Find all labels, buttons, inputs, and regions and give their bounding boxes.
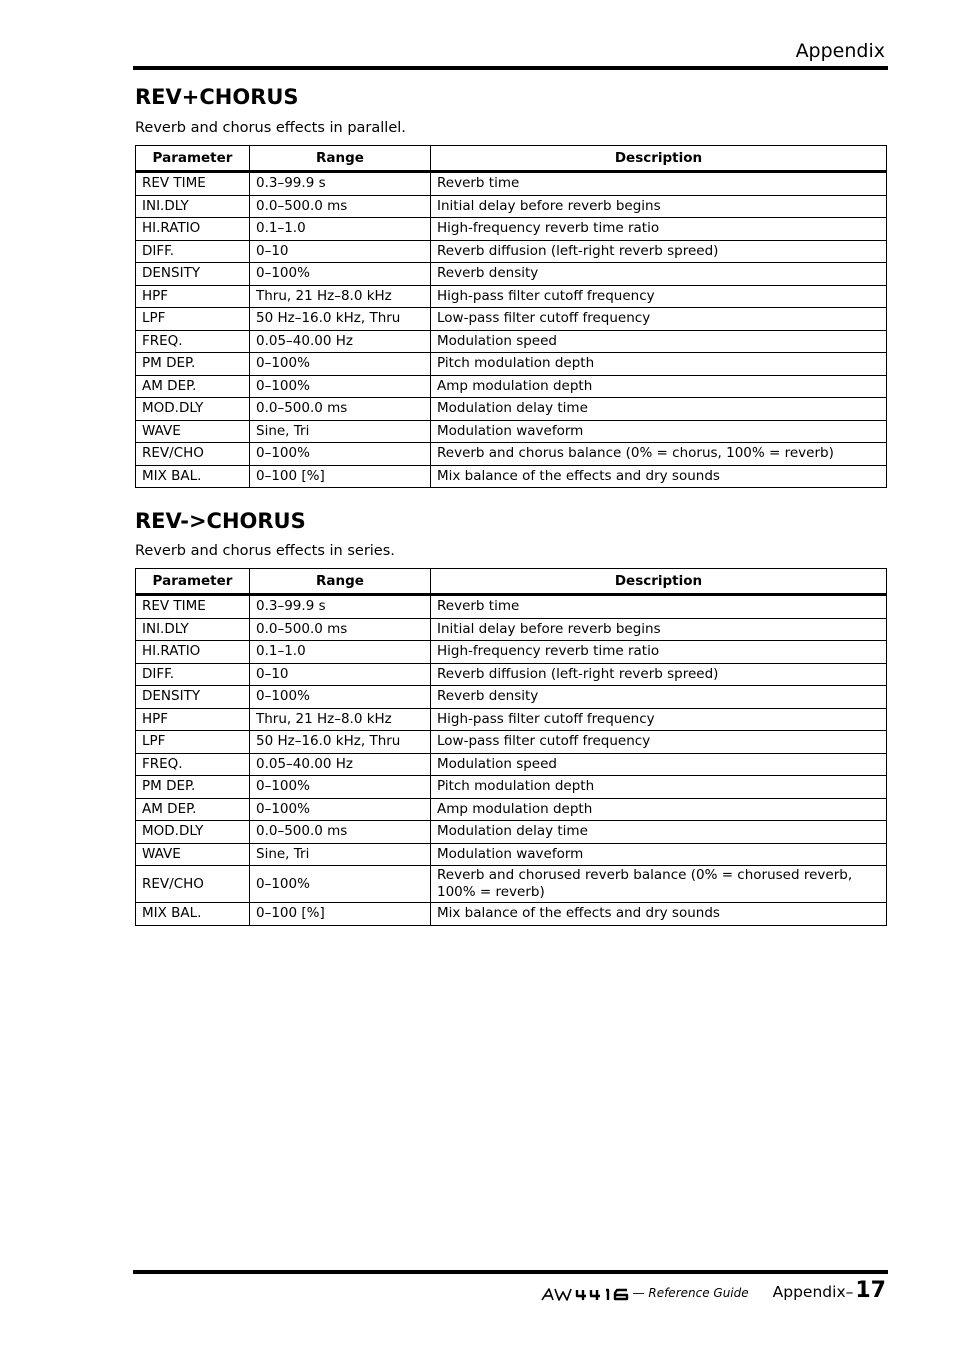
cell-range: 0.0–500.0 ms: [250, 618, 431, 641]
cell-description: Reverb time: [431, 595, 887, 619]
table-row: [136, 330, 887, 353]
bottom-rule: [133, 1270, 888, 1274]
top-rule: [133, 66, 888, 70]
cell-description: High-pass filter cutoff frequency: [431, 285, 887, 308]
cell-range: Thru, 21 Hz–8.0 kHz: [250, 708, 431, 731]
cell-range: 0.3–99.9 s: [250, 595, 431, 619]
cell-description: Modulation delay time: [431, 398, 887, 421]
cell-description: Pitch modulation depth: [431, 353, 887, 376]
table-row: [136, 686, 887, 709]
column-header-description: Description: [431, 569, 887, 595]
table-row: [136, 821, 887, 844]
column-header-parameter: Parameter: [136, 146, 250, 172]
cell-description: Reverb diffusion (left-right reverb spreed): [431, 240, 887, 263]
column-header-range: Range: [250, 569, 431, 595]
cell-description: Modulation waveform: [431, 843, 887, 866]
cell-description: Low-pass filter cutoff frequency: [431, 731, 887, 754]
cell-parameter: FREQ.: [136, 753, 250, 776]
cell-range: 0–100%: [250, 353, 431, 376]
cell-parameter: MIX BAL.: [136, 903, 250, 926]
section-rev-to-chorus: [135, 508, 886, 922]
cell-description: Modulation speed: [431, 753, 887, 776]
cell-description: Reverb density: [431, 263, 887, 286]
footer-section-label: Appendix–: [772, 1283, 854, 1301]
table-row: [136, 595, 887, 619]
cell-range: 0–100%: [250, 686, 431, 709]
cell-range: 0–100%: [250, 443, 431, 466]
cell-range: 0.1–1.0: [250, 218, 431, 241]
cell-parameter: LPF: [136, 731, 250, 754]
cell-description: Amp modulation depth: [431, 798, 887, 821]
parameter-table: [135, 145, 887, 488]
cell-parameter: MIX BAL.: [136, 465, 250, 488]
section-title: REV+CHORUS: [135, 85, 299, 109]
cell-parameter: AM DEP.: [136, 375, 250, 398]
cell-range: Sine, Tri: [250, 843, 431, 866]
table-row: [136, 375, 887, 398]
table-row: [136, 903, 887, 926]
cell-parameter: LPF: [136, 308, 250, 331]
cell-description: Low-pass filter cutoff frequency: [431, 308, 887, 331]
cell-description: High-frequency reverb time ratio: [431, 218, 887, 241]
section-title: REV->CHORUS: [135, 509, 306, 533]
table-row: [136, 263, 887, 286]
cell-parameter: DENSITY: [136, 686, 250, 709]
cell-description: Initial delay before reverb begins: [431, 195, 887, 218]
cell-description: Pitch modulation depth: [431, 776, 887, 799]
cell-range: 0.1–1.0: [250, 641, 431, 664]
cell-range: 0–100%: [250, 263, 431, 286]
cell-range: Sine, Tri: [250, 420, 431, 443]
parameter-table: [135, 568, 887, 926]
table-row: [136, 776, 887, 799]
cell-parameter: PM DEP.: [136, 353, 250, 376]
cell-parameter: HPF: [136, 708, 250, 731]
footer-guide-title: — Reference Guide: [632, 1286, 749, 1300]
cell-parameter: DIFF.: [136, 240, 250, 263]
column-header-parameter: Parameter: [136, 569, 250, 595]
cell-parameter: HPF: [136, 285, 250, 308]
table-row: [136, 285, 887, 308]
cell-description: Modulation speed: [431, 330, 887, 353]
table-header-row: [136, 146, 887, 172]
table-row: [136, 843, 887, 866]
column-header-range: Range: [250, 146, 431, 172]
table-header-row: [136, 569, 887, 595]
table-row: [136, 753, 887, 776]
table-row: [136, 353, 887, 376]
cell-description: Amp modulation depth: [431, 375, 887, 398]
cell-parameter: HI.RATIO: [136, 641, 250, 664]
cell-range: 0–10: [250, 240, 431, 263]
table-row: [136, 308, 887, 331]
cell-parameter: WAVE: [136, 420, 250, 443]
cell-range: 0–10: [250, 663, 431, 686]
table-row: [136, 195, 887, 218]
cell-parameter: REV/CHO: [136, 443, 250, 466]
cell-description: Reverb diffusion (left-right reverb spreed): [431, 663, 887, 686]
cell-range: 0.0–500.0 ms: [250, 821, 431, 844]
cell-description: Initial delay before reverb begins: [431, 618, 887, 641]
table-row: [136, 443, 887, 466]
table-row: [136, 465, 887, 488]
cell-parameter: WAVE: [136, 843, 250, 866]
section-description: Reverb and chorus effects in series.: [135, 543, 395, 559]
cell-range: 0–100%: [250, 798, 431, 821]
table-row: [136, 420, 887, 443]
cell-parameter: INI.DLY: [136, 618, 250, 641]
cell-parameter: DIFF.: [136, 663, 250, 686]
cell-description: Modulation waveform: [431, 420, 887, 443]
cell-range: 0–100 [%]: [250, 465, 431, 488]
cell-parameter: MOD.DLY: [136, 398, 250, 421]
table-row: [136, 641, 887, 664]
table-row: [136, 240, 887, 263]
section-description: Reverb and chorus effects in parallel.: [135, 120, 406, 136]
cell-range: 50 Hz–16.0 kHz, Thru: [250, 308, 431, 331]
cell-description: Reverb density: [431, 686, 887, 709]
cell-description: Reverb time: [431, 172, 887, 196]
cell-range: 0.0–500.0 ms: [250, 398, 431, 421]
cell-range: 0.05–40.00 Hz: [250, 753, 431, 776]
table-row: [136, 398, 887, 421]
cell-description: Reverb and chorused reverb balance (0% = chorused reverb, 100% = reverb): [431, 866, 887, 903]
table-row: [136, 798, 887, 821]
cell-parameter: HI.RATIO: [136, 218, 250, 241]
cell-description: Mix balance of the effects and dry sounds: [431, 903, 887, 926]
aw4416-logo: [541, 1287, 629, 1301]
page-footer: [541, 1278, 886, 1308]
cell-range: 0.3–99.9 s: [250, 172, 431, 196]
cell-range: 0–100 [%]: [250, 903, 431, 926]
table-row: [136, 618, 887, 641]
table-row: [136, 708, 887, 731]
table-row: [136, 663, 887, 686]
page-header-label: Appendix: [795, 40, 885, 62]
cell-range: 0.0–500.0 ms: [250, 195, 431, 218]
cell-description: Reverb and chorus balance (0% = chorus, 100% = reverb): [431, 443, 887, 466]
cell-parameter: REV/CHO: [136, 866, 250, 903]
table-row: [136, 866, 887, 903]
cell-parameter: INI.DLY: [136, 195, 250, 218]
table-row: [136, 172, 887, 196]
cell-range: 0.05–40.00 Hz: [250, 330, 431, 353]
cell-parameter: REV TIME: [136, 172, 250, 196]
cell-description: High-pass filter cutoff frequency: [431, 708, 887, 731]
cell-description: High-frequency reverb time ratio: [431, 641, 887, 664]
cell-range: 50 Hz–16.0 kHz, Thru: [250, 731, 431, 754]
cell-parameter: MOD.DLY: [136, 821, 250, 844]
table-body: [136, 172, 887, 488]
cell-parameter: AM DEP.: [136, 798, 250, 821]
table-row: [136, 218, 887, 241]
cell-description: Mix balance of the effects and dry sounds: [431, 465, 887, 488]
column-header-description: Description: [431, 146, 887, 172]
table-row: [136, 731, 887, 754]
cell-range: 0–100%: [250, 375, 431, 398]
cell-parameter: REV TIME: [136, 595, 250, 619]
cell-parameter: PM DEP.: [136, 776, 250, 799]
cell-parameter: FREQ.: [136, 330, 250, 353]
cell-range: 0–100%: [250, 866, 431, 903]
cell-description: Modulation delay time: [431, 821, 887, 844]
cell-parameter: DENSITY: [136, 263, 250, 286]
section-rev-plus-chorus: [135, 84, 886, 484]
cell-range: Thru, 21 Hz–8.0 kHz: [250, 285, 431, 308]
cell-range: 0–100%: [250, 776, 431, 799]
page-number: 17: [855, 1278, 886, 1303]
table-body: [136, 595, 887, 926]
